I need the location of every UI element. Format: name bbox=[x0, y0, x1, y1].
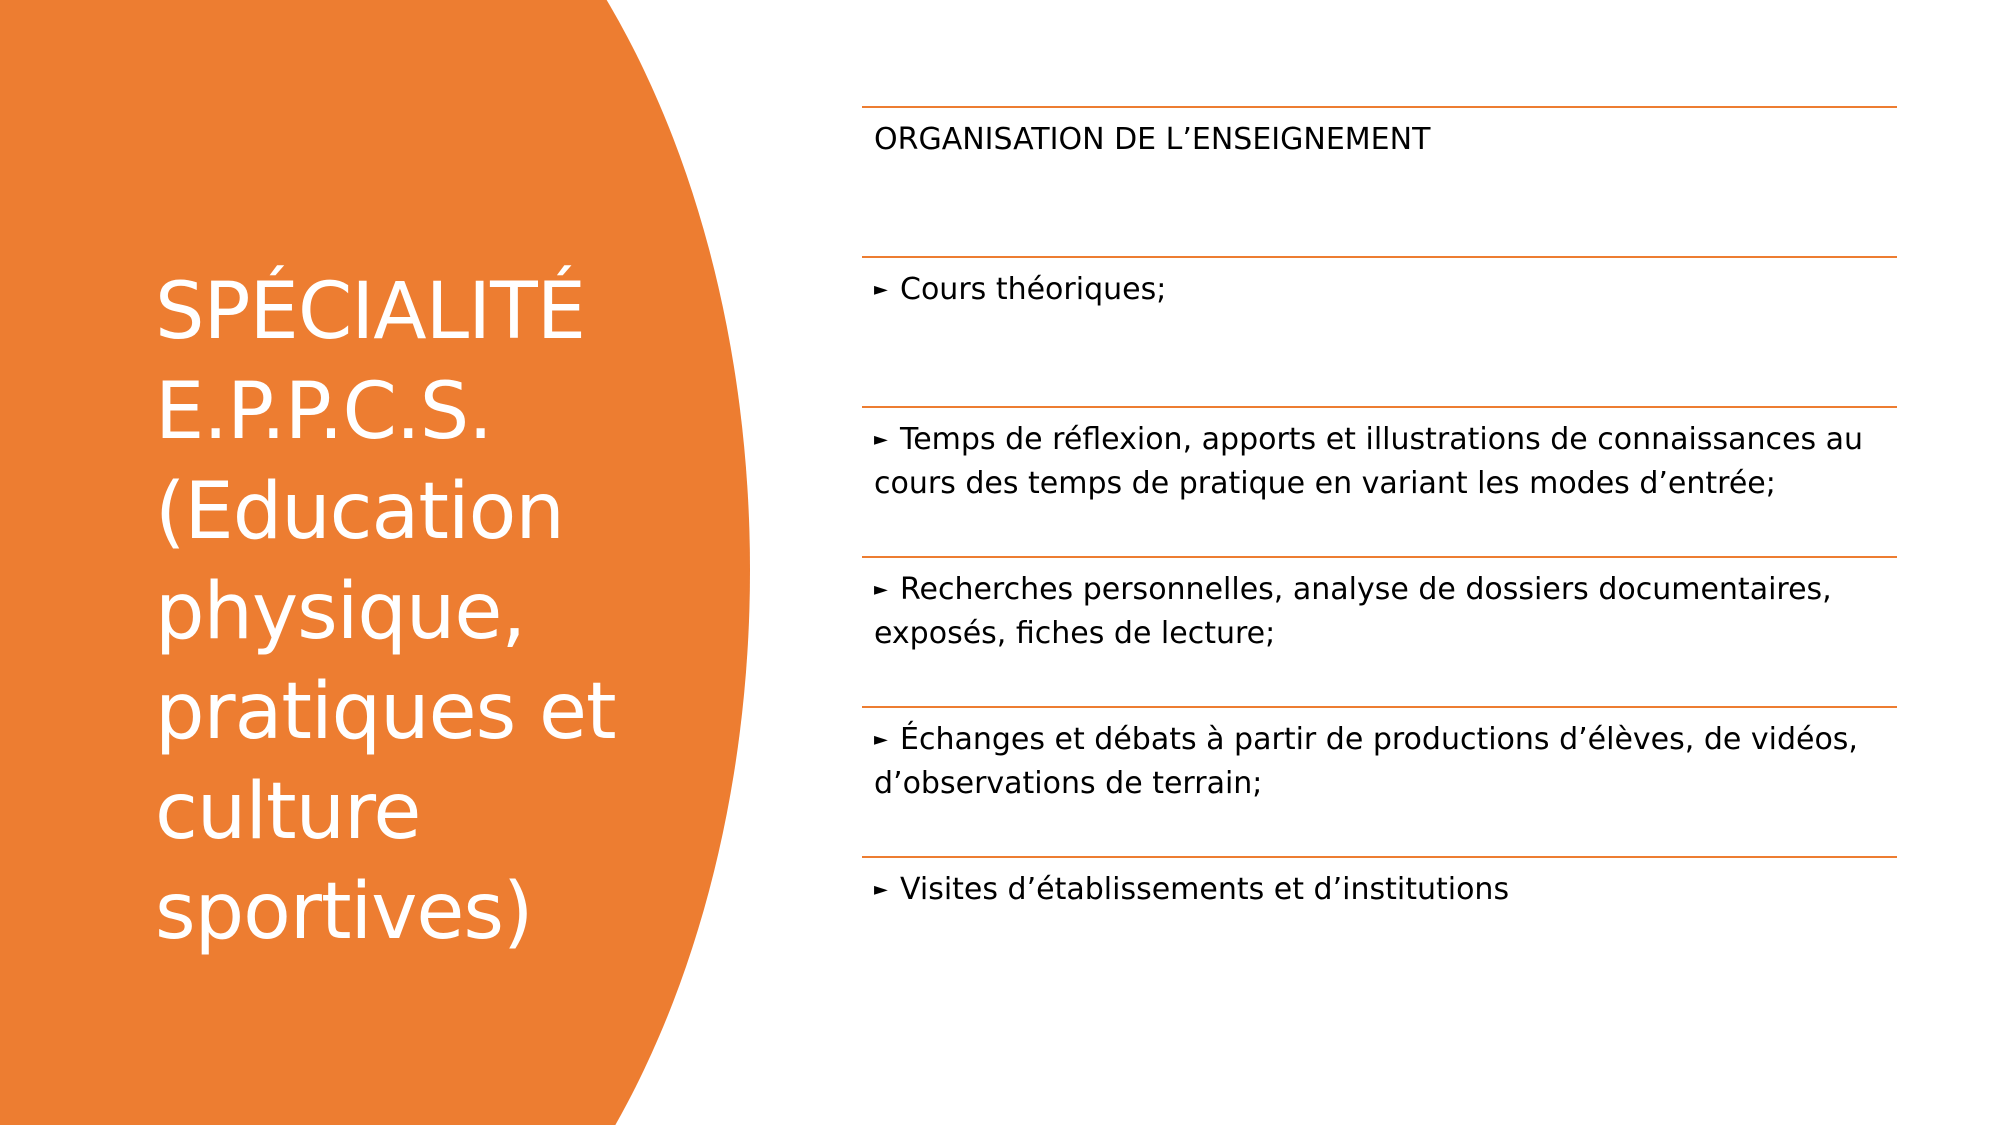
list-item-text: Visites d’établissements et d’institutions bbox=[900, 872, 1510, 907]
bullet-triangle-icon: ► bbox=[874, 279, 888, 300]
list-item bbox=[862, 406, 1897, 556]
list-heading bbox=[862, 106, 1897, 256]
list-item bbox=[862, 556, 1897, 706]
list-item-text: Temps de réflexion, apports et illustrations de connaissances au cours des temps de pratique en variant les modes d’entrée; bbox=[874, 422, 1864, 501]
bullet-triangle-icon: ► bbox=[874, 579, 888, 600]
bullet-triangle-icon: ► bbox=[874, 429, 888, 450]
bullet-triangle-icon: ► bbox=[874, 879, 888, 900]
list-item-text: Cours théoriques; bbox=[900, 272, 1167, 307]
list-item bbox=[862, 256, 1897, 406]
list-item-text: Échanges et débats à partir de productions d’élèves, de vidéos, d’observations de terrain; bbox=[874, 722, 1858, 801]
bullet-triangle-icon: ► bbox=[874, 729, 888, 750]
content-list bbox=[862, 106, 1897, 1006]
list-item bbox=[862, 706, 1897, 856]
list-item bbox=[862, 856, 1897, 1006]
list-item-text: Recherches personnelles, analyse de dossiers documentaires, exposés, fiches de lecture; bbox=[874, 572, 1832, 651]
list-heading-text: ORGANISATION DE L’ENSEIGNEMENT bbox=[874, 122, 1431, 157]
slide-title: SPÉCIALITÉ E.P.P.C.S. (Education physique, pratiques et culture sportives) bbox=[155, 267, 616, 957]
